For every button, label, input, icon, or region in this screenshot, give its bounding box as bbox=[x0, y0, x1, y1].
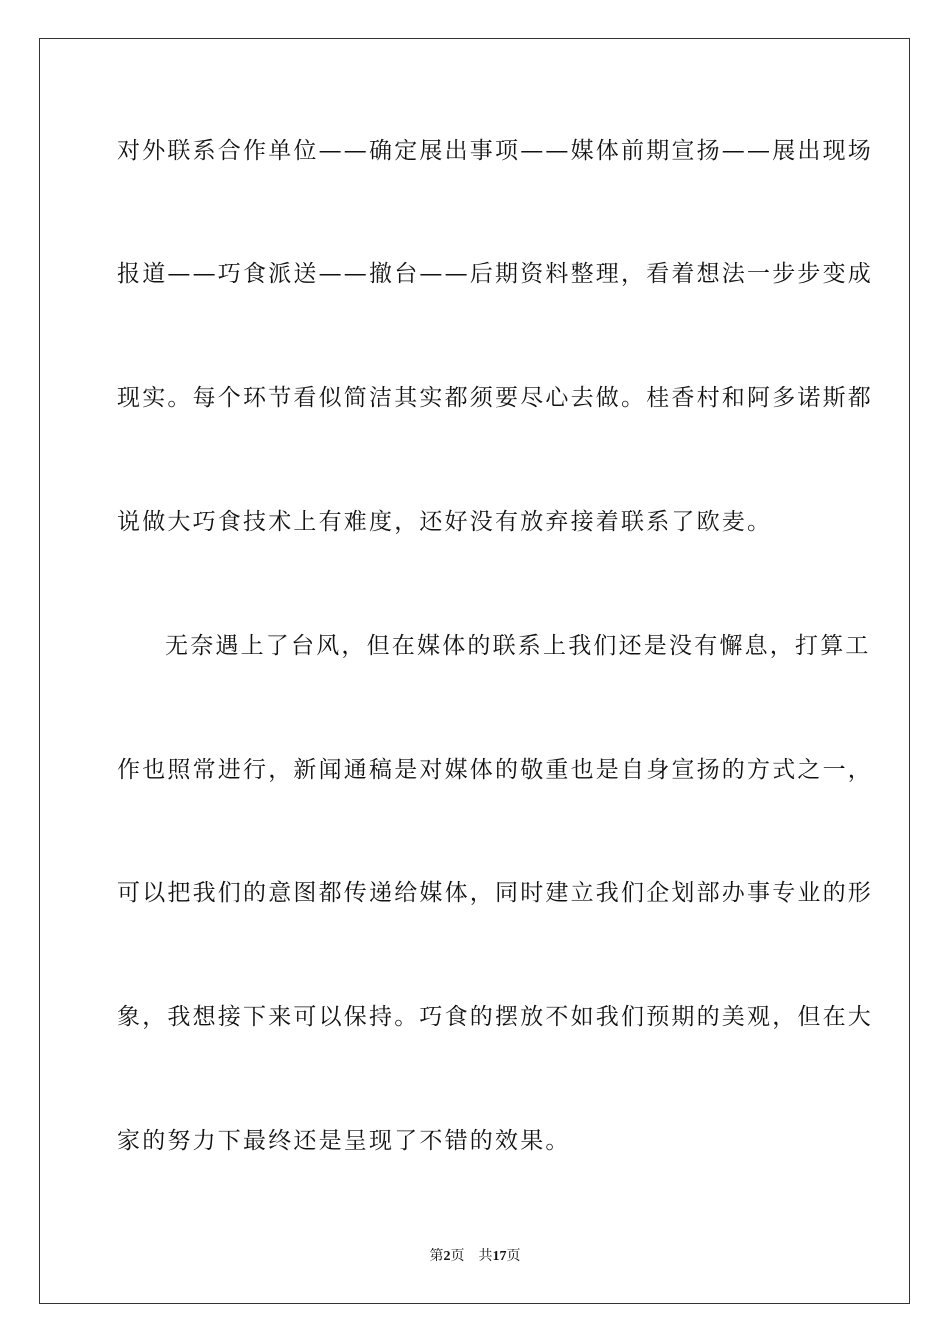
page-frame bbox=[39, 38, 910, 1304]
footer-total-prefix: 共 bbox=[478, 1249, 493, 1264]
paragraph-1-line-3: 现实。每个环节看似简洁其实都须要尽心去做。桂香村和阿多诺斯都 bbox=[117, 385, 873, 411]
paragraph-1-line-2: 报道——巧食派送——撤台——后期资料整理，看着想法一步步变成 bbox=[117, 261, 873, 287]
paragraph-1-line-1: 对外联系合作单位——确定展出事项——媒体前期宣扬——展出现场 bbox=[117, 138, 873, 164]
paragraph-2-line-5: 家的努力下最终还是呈现了不错的效果。 bbox=[117, 1128, 571, 1154]
paragraph-2-line-4: 象，我想接下来可以保持。巧食的摆放不如我们预期的美观，但在大 bbox=[117, 1004, 873, 1030]
footer-page-number: 2 bbox=[443, 1249, 451, 1264]
footer-total-suffix: 页 bbox=[506, 1249, 521, 1264]
paragraph-2-line-1: 无奈遇上了台风，但在媒体的联系上我们还是没有懈息，打算工 bbox=[165, 633, 871, 659]
page-footer bbox=[0, 1248, 950, 1266]
footer-page-suffix: 页 bbox=[450, 1249, 465, 1264]
paragraph-2-line-3: 可以把我们的意图都传递给媒体，同时建立我们企划部办事专业的形 bbox=[117, 880, 873, 906]
footer-page-prefix: 第 bbox=[429, 1249, 444, 1264]
paragraph-2-line-2: 作也照常进行，新闻通稿是对媒体的敬重也是自身宣扬的方式之一， bbox=[117, 757, 873, 783]
footer-total-pages: 17 bbox=[492, 1249, 507, 1264]
paragraph-1-line-4: 说做大巧食技术上有难度，还好没有放弃接着联系了欧麦。 bbox=[117, 509, 773, 535]
